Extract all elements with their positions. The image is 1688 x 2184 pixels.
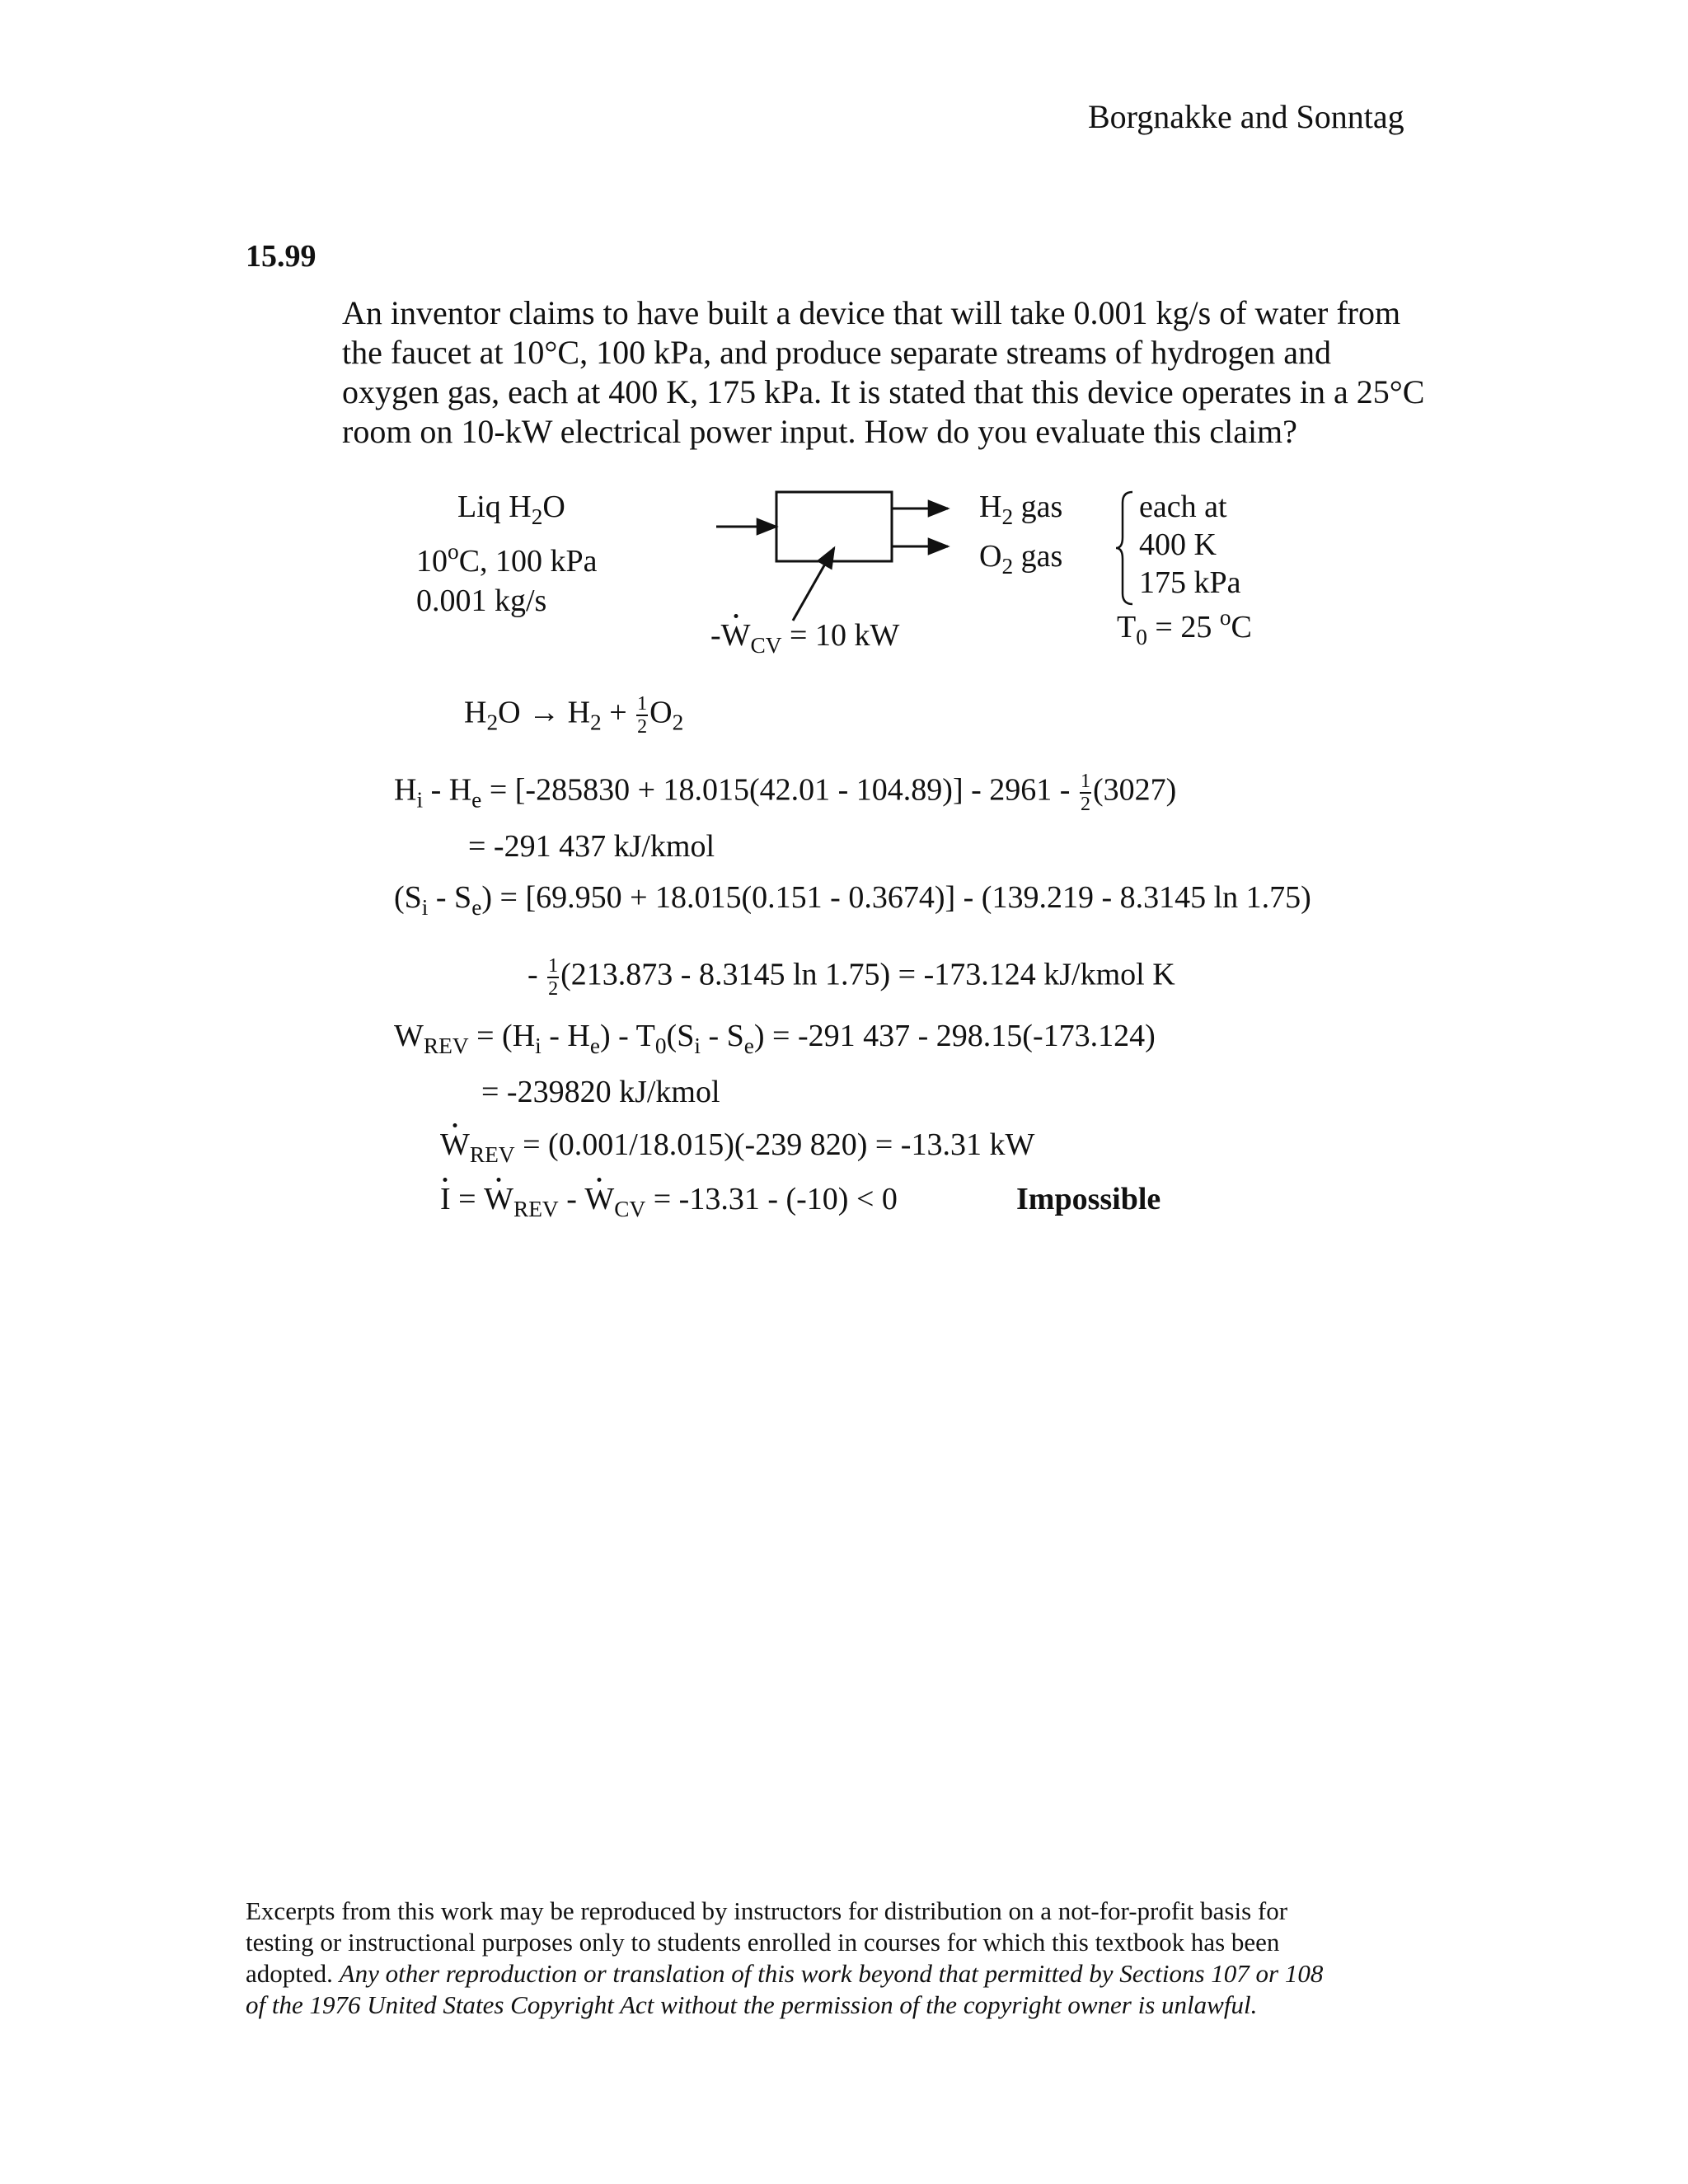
problem-number: 15.99 [246, 239, 316, 274]
outlet-pressure: 175 kPa [1139, 565, 1241, 600]
reversible-work-result: = -239820 kJ/kmol [481, 1075, 720, 1109]
reversible-work-rate: $W_{REV} = (0.001/18.015)(-239$ 820) = -13.31 kW [440, 1127, 1035, 1167]
outlet-each-at: each at [1139, 490, 1227, 524]
outlet-temperature: 400 K [1139, 527, 1217, 562]
page-header-author: Borgnakke and Sonntag [1088, 98, 1404, 135]
verdict-impossible: Impossible [1016, 1182, 1161, 1216]
outlet-o2-label: $O_2$ gas [979, 539, 1063, 579]
reversible-work: $W_{REV} = (H_i - H_e) - T_0(S_i - S_e) = -291$ 437 - 298.15(-173.124) [394, 1019, 1156, 1058]
reaction-equation: $H_2O \to H_2$ + $\frac{1}{2}$ $O_2$ [464, 693, 684, 738]
problem-line-1: An inventor claims to have built a device that will take 0.001 kg/s of water from [342, 294, 1401, 331]
footer-line-4: of the 1976 United States Copyright Act without the permission of the copyright owner is unlawful. [246, 1990, 1258, 2019]
entropy-continuation: - $\frac{1}{2}$ (213.873 - 8.3145 ln 1.75) = -173.124 kJ/kmol K [528, 955, 1175, 1000]
copyright-footer [246, 1896, 1449, 2021]
entropy-difference: $(S_i - S_e) = [69.950 + 18.015(0.151 - 0.3674)] - (139.219 - 8.3145$ ln 1.75) [394, 880, 1311, 920]
enthalpy-result: = -291 437 kJ/kmol [468, 829, 715, 864]
outlet-h2-label: $H_2$ gas [979, 490, 1063, 529]
inlet-label: Liq $H_2O$ [457, 490, 565, 529]
problem-line-3: oxygen gas, each at 400 K, 175 kPa. It is stated that this device operates in a 25°C [342, 373, 1425, 410]
footer-line-3: adopted. Any other reproduction or translation of this work beyond that permitted by Sections 107 or 108 [246, 1959, 1324, 1988]
work-input-label: $-W_{CV} = 10$ kW [710, 618, 900, 658]
control-volume-box [776, 492, 892, 561]
enthalpy-difference: $H_i - H_e = [-285830 + 18.015(42.01 - 104.89)] - 2961$ - $\frac{1}{2}$ (3027) [394, 771, 1177, 815]
irreversibility: $I = W_{REV} - W_{CV} = -13.31 - (-10) < 0$ [440, 1182, 898, 1221]
problem-statement [342, 293, 1424, 452]
brace-symbol [1113, 490, 1137, 607]
footer-line-1: Excerpts from this work may be reproduced by instructors for distribution on a not-for-profit basis for [246, 1896, 1288, 1925]
inlet-state: 10$^o$C, 100 kPa [416, 538, 598, 579]
inlet-flow: 0.001 kg/s [416, 583, 547, 618]
problem-line-2: the faucet at 10°C, 100 kPa, and produce separate streams of hydrogen and [342, 334, 1332, 371]
work-input-arrow [793, 548, 834, 621]
problem-line-4: room on 10-kW electrical power input. How do you evaluate this claim? [342, 413, 1297, 450]
ambient-temperature: $T_0 = 25$ $^o$C [1117, 604, 1252, 649]
footer-line-2: testing or instructional purposes only to students enrolled in courses for which this textbook has been [246, 1928, 1280, 1957]
